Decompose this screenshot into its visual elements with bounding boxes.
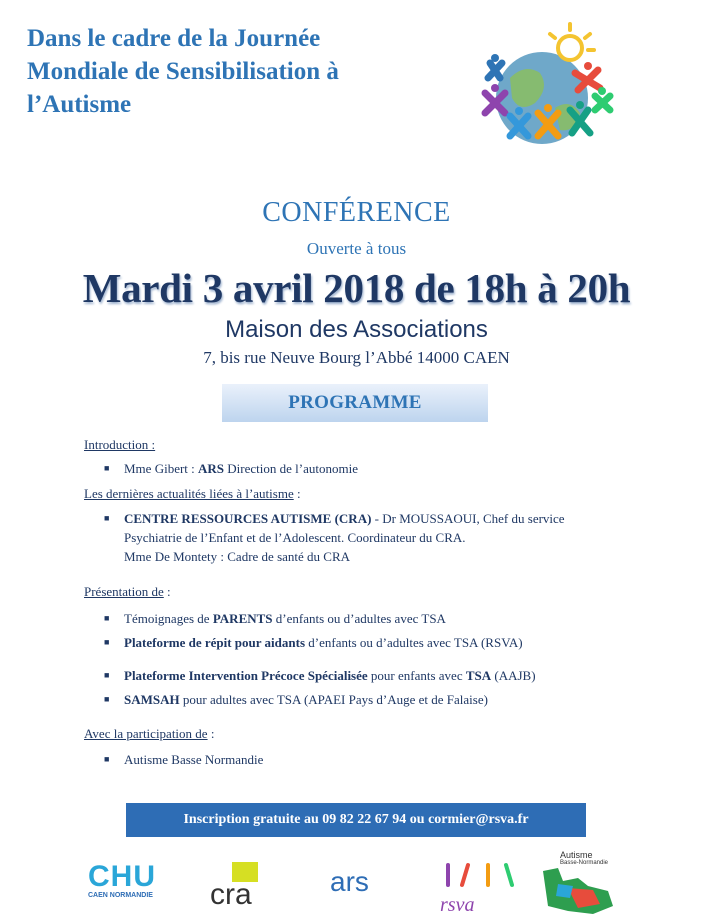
partner-logos (0, 850, 713, 921)
section-introduction: Introduction : (84, 437, 156, 452)
rsva-logo: rsva (440, 860, 520, 910)
header-line-2: Mondiale de Sensibilisation à (27, 58, 339, 85)
bullet-icon: ■ (104, 754, 110, 764)
section-presentation: Présentation de : (84, 584, 171, 599)
conference-address: 7, bis rue Neuve Bourg l’Abbé 14000 CAEN (203, 348, 510, 367)
list-item: ■ Plateforme Intervention Précoce Spécialisée pour enfants avec TSA (AAJB) (104, 668, 536, 683)
list-item: ■ CENTRE RESSOURCES AUTISME (CRA) - Dr MOUSSAOUI, Chef du service Psychiatrie de l’Enfant et de l’Adolescent. Coordinateur du CRA. Mme De Montety : Cadre de santé du CRA (104, 511, 565, 564)
bullet-icon: ■ (104, 513, 110, 523)
conference-title: CONFÉRENCE (262, 197, 451, 228)
header-line-1: Dans le cadre de la Journée (27, 25, 321, 52)
bullet-icon: ■ (104, 463, 110, 473)
chu-logo: CHU CAEN NORMANDIE (88, 860, 156, 899)
cra-logo: cra (210, 862, 272, 912)
list-item: ■ Témoignages de PARENTS d’enfants ou d’adultes avec TSA (104, 611, 446, 626)
globe-people-icon (470, 18, 620, 148)
bullet-icon: ■ (104, 613, 110, 623)
list-item: ■ Autisme Basse Normandie (104, 752, 264, 767)
section-actualites: Les dernières actualités liées à l’autisme : (84, 486, 301, 501)
bullet-icon: ■ (104, 694, 110, 704)
inscription-banner: Inscription gratuite au 09 82 22 67 94 ou cormier@rsva.fr (126, 803, 586, 837)
section-participation: Avec la participation de : (84, 726, 215, 741)
conference-date: Mardi 3 avril 2018 de 18h à 20h (82, 265, 631, 311)
autisme-bn-logo: Autisme Basse-Normandie (538, 850, 628, 920)
ars-logo: ars (330, 866, 369, 897)
event-context-title (27, 22, 339, 121)
conference-subtitle: Ouverte à tous (306, 239, 407, 258)
rsva-figures-icon (440, 860, 520, 890)
programme-heading: PROGRAMME (222, 384, 488, 422)
header-line-3: l’Autisme (27, 91, 132, 118)
list-item: ■ SAMSAH pour adultes avec TSA (APAEI Pays d’Auge et de Falaise) (104, 692, 488, 707)
bullet-icon: ■ (104, 637, 110, 647)
conference-venue: Maison des Associations (225, 316, 488, 343)
normandy-map-icon (538, 866, 618, 918)
list-item: ■ Plateforme de répit pour aidants d’enfants ou d’adultes avec TSA (RSVA) (104, 635, 523, 650)
list-item: ■ Mme Gibert : ARS Direction de l’autonomie (104, 461, 358, 476)
bullet-icon: ■ (104, 670, 110, 680)
